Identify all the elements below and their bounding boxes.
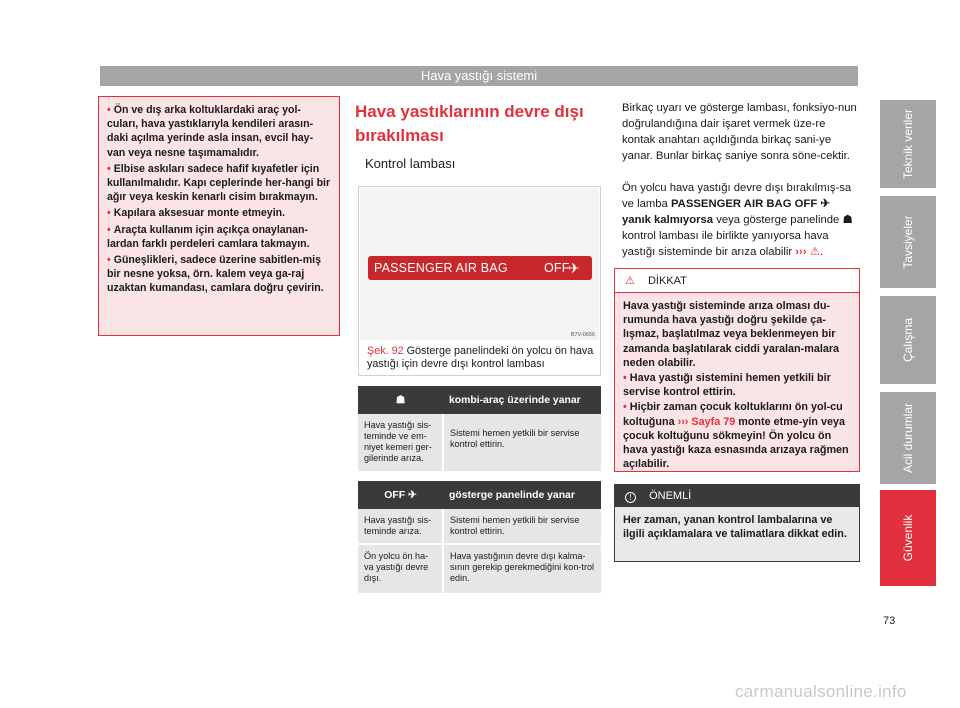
status-table-kombi: [358, 386, 601, 473]
page-link[interactable]: Sayfa 79: [691, 415, 736, 428]
bullet-icon: •: [623, 372, 627, 385]
p2-bold: yanık kalmıyorsa: [622, 214, 714, 226]
warning-bullet: [107, 223, 331, 251]
airbag-icon: ☗: [842, 214, 853, 226]
p2-text: Ön yolcu hava yastığı devre dışı bırakılmış-sa ve lamba: [622, 182, 852, 210]
table-cell-cause: Hava yastığı sis-teminde ve em-niyet kemeri ger-gilerinde arıza.: [358, 414, 443, 472]
airbag-off-icon: ✈: [568, 260, 580, 276]
figure-code: B7V-0656: [570, 332, 595, 338]
paragraph-1: Birkaç uyarı ve gösterge lambası, fonksiyo-nun doğrulandığına dair işaret vermek üze-re kontak anahtarı açıldığında birkaç sani-ye yanar. Bunlar birkaç saniye sonra söne-cektir.: [622, 102, 857, 162]
tab-label: Güvenlik: [901, 514, 915, 562]
tab-teknik-veriler[interactable]: [880, 100, 936, 188]
paragraph-2: Ön yolcu hava yastığı devre dışı bırakılmış-sa ve lamba PASSENGER AIR BAG OFF ✈ yanık kalmıyorsa veya gösterge panelinde ☗ kontrol lambası ile birlikte yanıyorsa hava yastığı sisteminde bir arıza olabilir ››› ⚠.: [622, 182, 853, 258]
tab-label: Acil durumlar: [901, 402, 915, 474]
airbag-off-header-icon: [358, 481, 443, 509]
warning-bullet: [107, 103, 331, 160]
bullet-icon: •: [107, 223, 111, 236]
passenger-airbag-off-lamp: [368, 256, 592, 280]
figure-label: Şek. 92: [367, 345, 404, 357]
p2-text: kontrol lambası ile birlikte yanıyorsa hava yastığı sisteminde bir arıza olabilir: [622, 230, 829, 258]
tab-acil-durumlar[interactable]: [880, 392, 936, 484]
off-text: OFF: [384, 489, 406, 501]
caption-text: Gösterge panelindeki ön yolcu ön hava yastığı için devre dışı kontrol lambası: [367, 345, 594, 370]
figure-image: [360, 188, 599, 340]
tab-label: Çalışma: [901, 317, 915, 363]
tab-label: Tavsiyeler: [901, 215, 915, 269]
airbag-icon: ☗: [358, 386, 443, 414]
section-subtitle: Kontrol lambası: [365, 156, 456, 171]
caution-intro: Hava yastığı sisteminde arıza olması du-rumunda hava yastığı doğru şekilde ça-lışmaz, başlatılmaz veya beklenmeyen bir zamanda başlatılarak ciddi yaralan-malara neden olabilir.: [623, 300, 840, 369]
warning-list-box: [98, 96, 340, 336]
status-table-panel: [358, 481, 601, 595]
tab-calisma[interactable]: [880, 296, 936, 384]
caution-bullet-text: Hiçbir zaman çocuk koltuklarını ön yol-cu koltuğuna: [623, 401, 843, 428]
bullet-icon: •: [107, 207, 111, 220]
figure-caption: [367, 345, 597, 371]
table-row: [358, 414, 601, 472]
reference-arrow[interactable]: ›››: [677, 415, 689, 428]
caution-bullet: [623, 400, 851, 471]
airbag-off-icon: ✈: [407, 489, 417, 501]
notice-text: Her zaman, yanan kontrol lambalarına ve ilgili açıklamalara ve talimatlara dikkat edin.: [623, 514, 847, 541]
caution-title: DİKKAT: [647, 275, 687, 287]
caution-header: [615, 269, 859, 293]
caution-bullet: [623, 371, 851, 399]
notice-title: ÖNEMLİ: [649, 490, 692, 502]
warning-text: Kapılara aksesuar monte etmeyin.: [113, 207, 286, 220]
table-cell-action: Sistemi hemen yetkili bir servise kontrol ettirin.: [443, 414, 601, 472]
notice-header: [615, 485, 859, 507]
lamp-text: PASSENGER AIR BAG: [374, 261, 508, 275]
table-row: [358, 544, 601, 594]
caution-body: [615, 293, 859, 478]
lamp-symbol: PASSENGER AIR BAG OFF: [670, 198, 818, 210]
figure: [358, 186, 601, 376]
tab-label: Teknik veriler: [901, 108, 915, 180]
warning-text: Araçta kullanım için açıkça onaylanan-lardan farklı perdeleri camlara takmayın.: [107, 223, 310, 250]
caution-bullet-text: Hava yastığı sistemini hemen yetkili bir servise kontrol ettirin.: [623, 372, 831, 399]
warning-triangle-icon: ⚠: [625, 275, 635, 287]
tab-tavsiyeler[interactable]: [880, 196, 936, 288]
warning-text: Güneşlikleri, sadece üzerine sabitlen-miş bir nesne yoksa, örn. kalem veya ga-raj uzaktan kumandası, camlara doğru çevirin.: [107, 254, 324, 295]
table-header: gösterge panelinde yanar: [443, 481, 601, 509]
table-cell-cause: Ön yolcu ön ha-va yastığı devre dışı.: [358, 544, 443, 594]
warning-text: Elbise askıları sadece hafif kıyafetler için kullanılmalıdır. Kapı ceplerinde her-hangi bir ağır veya keskin kenarlı cisim bırakmayın.: [107, 162, 331, 204]
info-circle-icon: !: [625, 492, 636, 503]
table-cell-action: Hava yastığının devre dışı kalma-sının gerekip gerekmediğini kon-trol edin.: [443, 544, 601, 594]
page-number: 73: [883, 615, 896, 627]
lamp-off-text: OFF: [544, 261, 570, 275]
table-header: kombi-araç üzerinde yanar: [443, 386, 601, 414]
watermark: carmanualsonline.info: [735, 682, 907, 701]
table-row: [358, 509, 601, 544]
warning-bullet: [107, 206, 331, 220]
reference-arrow[interactable]: ›››: [795, 246, 807, 258]
warning-bullet: [107, 162, 331, 205]
airbag-off-icon: ✈: [820, 198, 830, 210]
p2-text: veya gösterge panelinde: [716, 214, 840, 226]
tab-guvenlik[interactable]: [880, 490, 936, 586]
bullet-icon: •: [107, 104, 111, 116]
table-cell-cause: Hava yastığı sis-teminde arıza.: [358, 509, 443, 544]
section-title: Hava yastıklarının devre dışı bırakılması: [355, 102, 584, 145]
table-cell-action: Sistemi hemen yetkili bir servise kontrol ettirin.: [443, 509, 601, 544]
warning-triangle-icon: ⚠: [809, 246, 820, 258]
bullet-icon: •: [107, 162, 111, 175]
warning-bullet: [107, 253, 331, 296]
page-header: Hava yastığı sistemi: [100, 66, 858, 86]
bullet-icon: •: [623, 401, 627, 414]
caution-box: [614, 268, 860, 472]
warning-text: Ön ve dış arka koltuklardaki araç yol-cuları, hava yastıklarıyla kendileri arasın-daki açılma yerinde asla insan, evcil hay-van veya nesne taşımamalıdır.: [107, 104, 314, 159]
caution-bullet-text: monte etme-yin veya çocuk koltuğunu sökmeyin! Ön yolcu ön hava yastığı kaza esnasında arızaya rağmen açılabilir.: [623, 415, 849, 471]
bullet-icon: •: [107, 254, 111, 267]
notice-box: [614, 484, 860, 562]
